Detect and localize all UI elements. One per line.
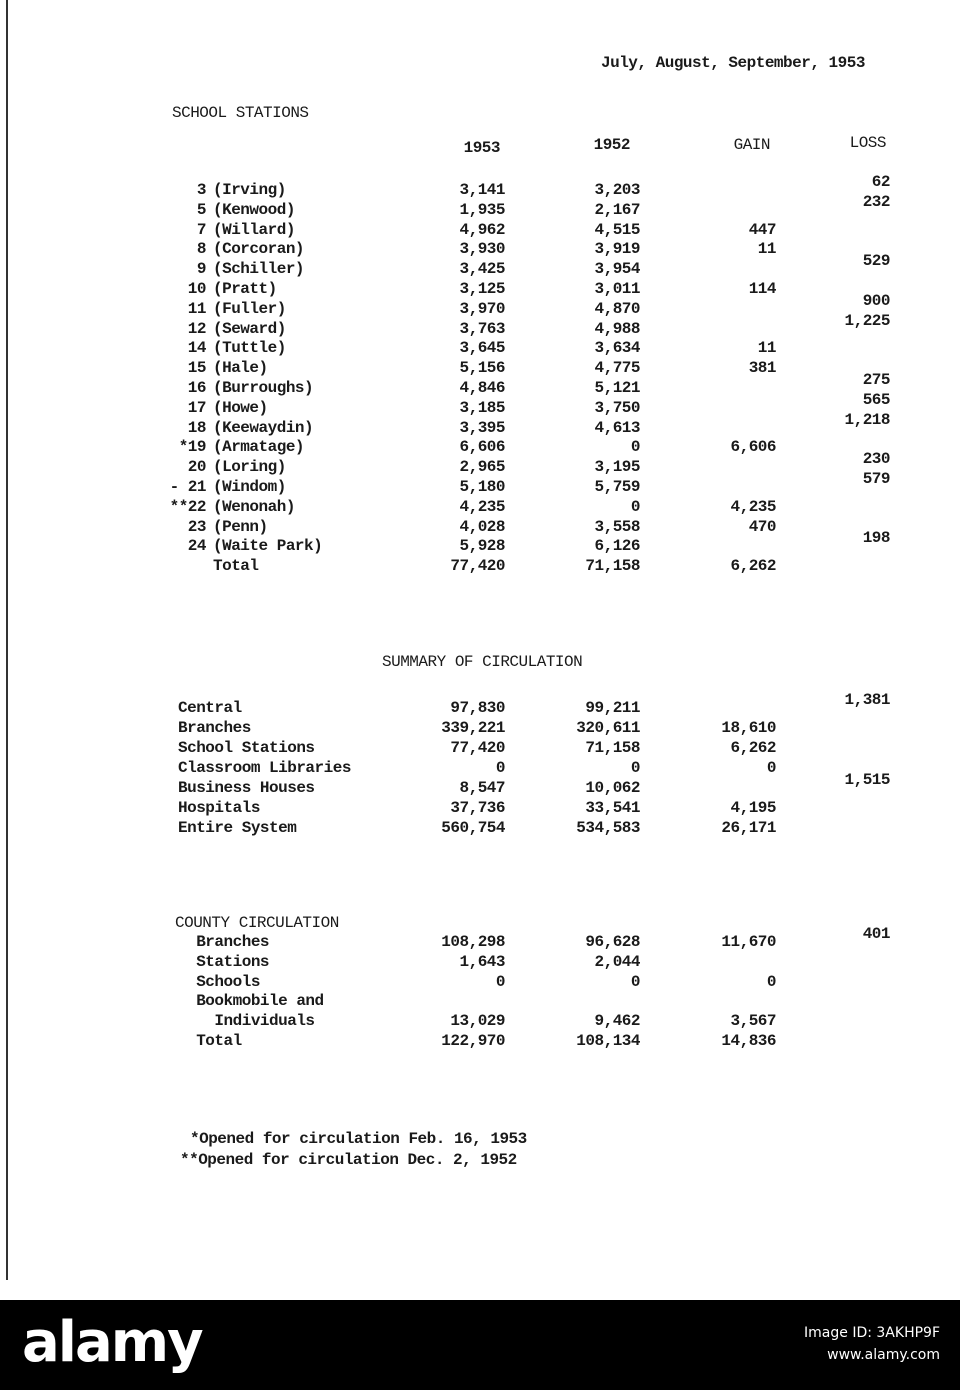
value-1953: 2,965 xyxy=(459,458,505,477)
value-1952: 320,611 xyxy=(576,719,640,737)
value-loss: 1,381 xyxy=(844,691,890,709)
row-number: - 21 xyxy=(169,478,206,496)
value-1952: 4,870 xyxy=(594,299,640,318)
row-number: 7 xyxy=(196,220,206,239)
alamy-logo: alamy xyxy=(22,1310,202,1375)
value-1952: 6,126 xyxy=(594,537,640,556)
value-1953: 3,125 xyxy=(459,280,505,298)
value-loss: 900 xyxy=(862,291,890,310)
row-number: 16 xyxy=(187,379,206,397)
row-label: Central xyxy=(178,699,242,717)
row-number: 10 xyxy=(187,280,206,298)
value-1952: 4,613 xyxy=(594,418,640,437)
value-1953: 97,830 xyxy=(450,699,505,717)
value-1952: 0 xyxy=(630,438,640,457)
value-1953: 108,298 xyxy=(441,933,505,951)
value-1952: 33,541 xyxy=(585,799,640,817)
value-1952: 3,634 xyxy=(594,339,640,358)
row-label: Hospitals xyxy=(178,799,260,817)
value-1952: 0 xyxy=(630,759,640,777)
row-number: 24 xyxy=(187,537,206,556)
row-name: (Kenwood) xyxy=(213,200,295,219)
row-number: 20 xyxy=(187,458,206,477)
value-1952: 3,919 xyxy=(594,240,640,259)
value-gain: 3,567 xyxy=(730,1012,776,1031)
value-gain: 0 xyxy=(766,972,776,991)
row-number: 11 xyxy=(187,299,206,318)
value-loss: 62 xyxy=(871,173,890,191)
value-1953: 3,930 xyxy=(459,240,505,259)
row-label: Business Houses xyxy=(178,779,315,797)
col-header-gain: GAIN xyxy=(733,136,770,154)
row-name: (Burroughs) xyxy=(213,379,314,397)
value-gain: 6,606 xyxy=(730,438,776,457)
value-loss: 198 xyxy=(862,529,890,548)
value-1952: 3,750 xyxy=(594,398,640,417)
value-gain: 381 xyxy=(748,359,776,378)
value-1952: 3,558 xyxy=(594,517,640,536)
value-1952: 3,954 xyxy=(594,260,640,279)
value-1953: 77,420 xyxy=(450,557,505,576)
value-1953: 5,156 xyxy=(459,359,505,378)
value-loss: 401 xyxy=(862,925,890,943)
value-gain: 11 xyxy=(757,339,776,358)
row-name: (Penn) xyxy=(213,517,268,536)
row-number: 17 xyxy=(187,398,206,417)
value-gain: 11 xyxy=(757,240,776,259)
value-1952: 534,583 xyxy=(576,819,640,837)
value-1952: 10,062 xyxy=(585,779,640,797)
value-1952: 9,462 xyxy=(594,1012,640,1031)
value-1953: 1,643 xyxy=(459,952,505,971)
value-1952: 3,203 xyxy=(594,181,640,199)
value-1952: 0 xyxy=(630,972,640,991)
value-gain: 114 xyxy=(748,280,776,298)
value-loss: 275 xyxy=(862,371,890,389)
value-loss: 230 xyxy=(862,450,890,469)
value-1953: 3,645 xyxy=(459,339,505,358)
row-label: Branches xyxy=(178,719,251,737)
row-number: 15 xyxy=(187,359,206,378)
value-gain: 11,670 xyxy=(721,933,776,951)
value-1952: 108,134 xyxy=(576,1032,640,1050)
value-1952: 2,167 xyxy=(594,200,640,219)
value-1952: 5,759 xyxy=(594,478,640,496)
value-1953: 3,185 xyxy=(459,398,505,417)
row-number: 5 xyxy=(196,200,206,219)
value-1953: 3,395 xyxy=(459,418,505,437)
row-name: (Waite Park) xyxy=(213,537,323,556)
col-header-1953: 1953 xyxy=(463,139,500,157)
value-gain: 470 xyxy=(748,517,776,536)
value-1952: 2,044 xyxy=(594,952,640,971)
value-loss: 579 xyxy=(862,470,890,488)
value-loss: 565 xyxy=(862,390,890,409)
value-1952: 3,011 xyxy=(594,280,640,298)
value-gain: 14,836 xyxy=(721,1032,776,1050)
row-name: (Irving) xyxy=(213,181,286,199)
value-1953: 3,425 xyxy=(459,260,505,279)
row-number: 23 xyxy=(187,517,206,536)
value-1953: 122,970 xyxy=(441,1032,505,1050)
value-1953: 3,141 xyxy=(459,181,505,199)
row-label: Classroom Libraries xyxy=(178,759,351,777)
value-gain: 6,262 xyxy=(730,557,776,576)
row-number: 12 xyxy=(187,319,206,338)
value-gain: 4,235 xyxy=(730,497,776,516)
value-1953: 4,235 xyxy=(459,497,505,516)
value-1953: 13,029 xyxy=(450,1012,505,1031)
value-1952: 0 xyxy=(630,497,640,516)
row-name: (Armatage) xyxy=(213,438,305,457)
value-1952: 99,211 xyxy=(585,699,640,717)
footnote-2: **Opened for circulation Dec. 2, 1952 xyxy=(180,1151,517,1169)
value-1952: 71,158 xyxy=(585,557,640,576)
row-name: (Hale) xyxy=(213,359,268,378)
row-name: (Corcoran) xyxy=(213,240,305,259)
col-header-loss: LOSS xyxy=(849,134,886,152)
row-label: Total xyxy=(178,1032,242,1050)
value-1953: 339,221 xyxy=(441,719,505,737)
value-gain: 447 xyxy=(748,220,776,239)
row-name: (Pratt) xyxy=(213,280,277,298)
value-loss: 232 xyxy=(862,192,890,211)
value-1952: 4,988 xyxy=(594,319,640,338)
row-name: (Keewaydin) xyxy=(213,418,314,437)
value-gain: 4,195 xyxy=(730,799,776,817)
value-1952: 4,775 xyxy=(594,359,640,378)
row-number: 9 xyxy=(196,260,206,279)
watermark-image-id: Image ID: 3AKHP9F xyxy=(804,1325,940,1341)
value-1952: 4,515 xyxy=(594,220,640,239)
row-label: Stations xyxy=(178,952,270,971)
value-loss: 529 xyxy=(862,252,890,271)
value-1952: 3,195 xyxy=(594,458,640,477)
value-1953: 0 xyxy=(495,972,505,991)
value-1953: 5,180 xyxy=(459,478,505,496)
row-number: **22 xyxy=(169,497,206,516)
row-label: Bookmobile and xyxy=(178,992,324,1011)
watermark-url: www.alamy.com xyxy=(827,1347,940,1363)
row-name: (Seward) xyxy=(213,319,286,338)
value-loss: 1,515 xyxy=(844,771,890,789)
row-label: Entire System xyxy=(178,819,297,837)
row-name: (Loring) xyxy=(213,458,286,477)
row-name: (Wenonah) xyxy=(213,497,295,516)
value-1953: 4,962 xyxy=(459,220,505,239)
row-number: *19 xyxy=(178,438,206,457)
row-number: 8 xyxy=(196,240,206,259)
value-loss: 1,218 xyxy=(844,410,890,429)
footnote-1: *Opened for circulation Feb. 16, 1953 xyxy=(190,1130,527,1148)
col-header-1952: 1952 xyxy=(593,136,630,154)
value-1953: 560,754 xyxy=(441,819,505,837)
row-name: (Willard) xyxy=(213,220,295,239)
page-edge-line xyxy=(6,0,8,1280)
value-1953: 1,935 xyxy=(459,200,505,219)
value-1952: 5,121 xyxy=(594,379,640,397)
value-1952: 71,158 xyxy=(585,739,640,757)
value-1953: 6,606 xyxy=(459,438,505,457)
value-gain: 0 xyxy=(766,759,776,777)
value-1953: 4,846 xyxy=(459,379,505,397)
row-label: School Stations xyxy=(178,739,315,757)
row-name: (Schiller) xyxy=(213,260,305,279)
value-1953: 0 xyxy=(495,759,505,777)
county-heading: COUNTY CIRCULATION xyxy=(175,914,339,932)
value-1953: 5,928 xyxy=(459,537,505,556)
value-1953: 3,763 xyxy=(459,319,505,338)
row-label: Schools xyxy=(178,972,260,991)
value-gain: 26,171 xyxy=(721,819,776,837)
value-1953: 37,736 xyxy=(450,799,505,817)
summary-heading: SUMMARY OF CIRCULATION xyxy=(382,653,583,671)
value-gain: 18,610 xyxy=(721,719,776,737)
value-1953: 3,970 xyxy=(459,299,505,318)
row-name: Total xyxy=(213,557,259,576)
row-name: (Howe) xyxy=(213,398,268,417)
row-name: (Tuttle) xyxy=(213,339,286,358)
row-number: 14 xyxy=(187,339,206,358)
value-1953: 8,547 xyxy=(459,779,505,797)
value-loss: 1,225 xyxy=(844,311,890,330)
value-1953: 77,420 xyxy=(450,739,505,757)
row-number: 18 xyxy=(187,418,206,437)
row-label: Branches xyxy=(178,933,270,951)
row-number: 3 xyxy=(196,181,206,199)
value-gain: 6,262 xyxy=(730,739,776,757)
value-1953: 4,028 xyxy=(459,517,505,536)
date-line: July, August, September, 1953 xyxy=(601,54,865,72)
school-stations-heading: SCHOOL STATIONS xyxy=(172,104,309,122)
row-name: (Windom) xyxy=(213,478,286,496)
value-1952: 96,628 xyxy=(585,933,640,951)
row-label: Individuals xyxy=(178,1012,315,1031)
row-name: (Fuller) xyxy=(213,299,286,318)
